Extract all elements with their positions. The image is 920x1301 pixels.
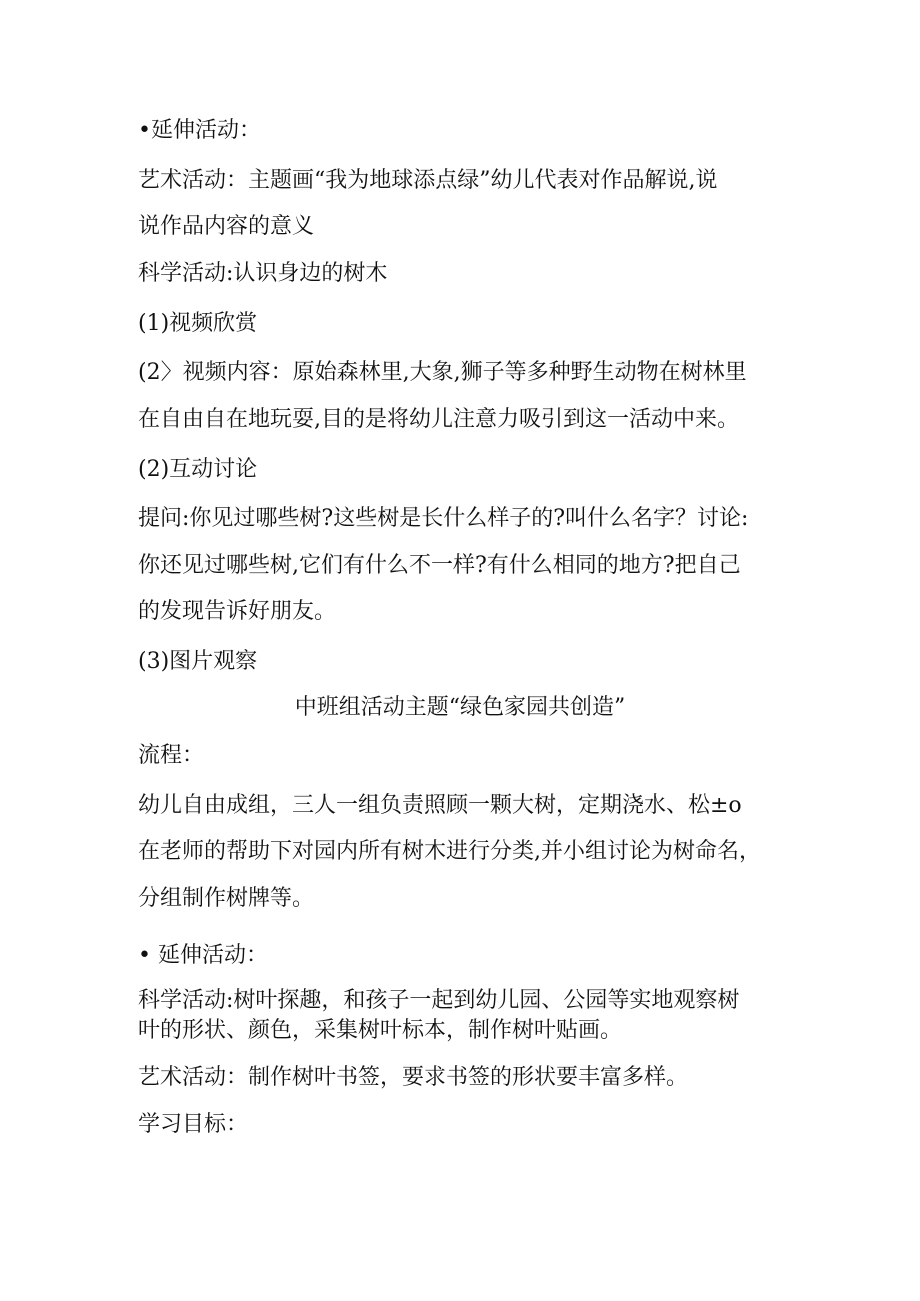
picture-observation-item: (3)图片观察 — [138, 649, 258, 674]
video-appreciation-item: (1)视频欣赏 — [138, 311, 258, 336]
question-line-3: 的发现告诉好朋友。 — [138, 599, 337, 624]
interactive-discussion-item: (2)互动讨论 — [138, 457, 258, 482]
extension-activity-heading-1: •延伸活动： — [138, 118, 261, 143]
section-title: 中班组活动主题“绿色家园共创造” — [294, 695, 626, 720]
process-line-3: 分组制作树牌等。 — [138, 886, 315, 911]
question-line-1: 提问:你见过哪些树?这些树是长什么样子的?叫什么名字？讨论: — [138, 506, 749, 531]
process-heading: 流程： — [138, 743, 205, 768]
leaf-science-line-2: 叶的形状、颜色，采集树叶标本，制作树叶贴画。 — [138, 1018, 623, 1043]
video-content-line-1: (2〉视频内容：原始森林里,大象,狮子等多种野生动物在树林里 — [138, 360, 747, 385]
learning-goals-heading: 学习目标： — [138, 1112, 249, 1137]
question-line-2: 你还见过哪些树,它们有什么不一样?有什么相同的地方?把自己 — [138, 553, 741, 578]
process-line-1: 幼儿自由成组，三人一组负责照顾一颗大树，定期浇水、松±o — [138, 793, 742, 818]
extension-activity-heading-2: • 延伸活动： — [138, 943, 268, 968]
art-activity-line-2: 说作品内容的意义 — [138, 214, 315, 239]
leaf-art-activity: 艺术活动：制作树叶书签，要求书签的形状要丰富多样。 — [138, 1065, 689, 1090]
video-content-line-2: 在自由自在地玩耍,目的是将幼儿注意力吸引到这一活动中来。 — [138, 407, 739, 432]
art-activity-line-1: 艺术活动：主题画“我为地球添点绿”幼儿代表对作品解说,说 — [138, 168, 718, 193]
leaf-science-line-1: 科学活动:树叶探趣，和孩子一起到幼儿园、公园等实地观察树 — [138, 988, 740, 1013]
process-line-2: 在老师的帮助下对园内所有树木进行分类,并小组讨论为树命名， — [138, 839, 761, 864]
science-activity-heading: 科学活动:认识身边的树木 — [138, 261, 388, 286]
